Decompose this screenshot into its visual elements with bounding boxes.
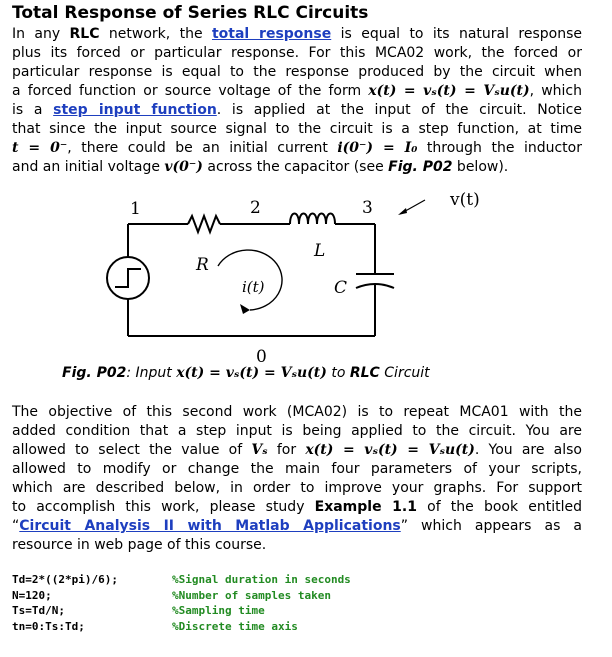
text: . You are also (474, 442, 582, 458)
math-expression: x(t) = vₛ(t) = Vₛu(t) (305, 442, 475, 458)
pointer-arrowhead (398, 208, 407, 215)
code-comment: %Signal duration in seconds (172, 573, 351, 586)
node-label-0: 0 (256, 347, 267, 367)
math-expression: Vₛ (251, 442, 268, 458)
inductor-symbol (290, 214, 335, 225)
body-line: which are described below, in order to improve your graphs. For support (12, 480, 582, 496)
intro-line (12, 139, 582, 158)
text: to (326, 365, 350, 381)
text: , which (529, 83, 582, 99)
text: ” which appears as a (400, 518, 582, 534)
body-line (12, 517, 582, 536)
code-command: Ts=Td/N; (12, 604, 65, 617)
total-response-link[interactable]: total response (211, 26, 332, 42)
body-line: resource in web page of this course. (12, 537, 267, 553)
page-title: Total Response of Series RLC Circuits (12, 3, 369, 23)
text: to accomplish this work, please study (12, 499, 315, 515)
current-label: i(t) (242, 278, 265, 296)
rlc-circuit-diagram (100, 186, 520, 376)
figure-caption (62, 365, 430, 381)
text: In any (12, 26, 70, 42)
body-line (12, 441, 582, 460)
math-expression: i(0⁻) = I₀ (337, 140, 418, 156)
code-command: N=120; (12, 588, 52, 602)
text: : Input (126, 365, 177, 381)
body-line: allowed to modify or change the main four parameters of your scripts, (12, 461, 582, 477)
intro-line (12, 158, 582, 177)
node-label-1: 1 (130, 199, 141, 219)
code-command: tn=0:Ts:Td; (12, 619, 85, 633)
code-comment: %Discrete time axis (172, 619, 298, 633)
resistor-label: R (196, 255, 209, 275)
intro-line: particular response is equal to the response produced by the circuit when (12, 64, 582, 80)
book-link[interactable]: Circuit Analysis II with Matlab Applications (19, 518, 401, 534)
intro-paragraph (12, 25, 582, 177)
text: allowed to select the value of (12, 442, 252, 458)
node-label-3: 3 (362, 198, 373, 218)
text: below). (452, 159, 509, 175)
intro-line (12, 101, 582, 120)
text: a forced function or source voltage of the form (12, 83, 369, 99)
text: through the inductor (417, 140, 582, 156)
step-icon (115, 269, 141, 287)
math-expression: x(t) = vₛ(t) = Vₛu(t) (368, 83, 530, 99)
math-expression: v(0⁻) (164, 159, 203, 175)
vt-label: v(t) (450, 190, 480, 210)
step-input-function-link[interactable]: step input function (53, 102, 217, 118)
resistor-symbol (188, 216, 220, 232)
code-comment: %Number of samples taken (172, 588, 331, 602)
text: network, the (99, 26, 212, 42)
code-command: Td=2*((2*pi)/6); (12, 573, 118, 586)
body-line: The objective of this second work (MCA02) is to repeat MCA01 with the (12, 404, 582, 420)
current-arrowhead (240, 304, 250, 314)
math-expression: x(t) = vₛ(t) = Vₛu(t) (176, 365, 327, 381)
intro-line (12, 25, 582, 44)
capacitor-label: C (334, 278, 348, 298)
text: is equal to its natural response (331, 26, 582, 42)
objective-paragraph (12, 403, 582, 555)
inductor-label: L (314, 241, 326, 261)
math-expression: t = 0⁻ (12, 140, 68, 156)
text: of the book entitled (416, 499, 582, 515)
body-line (12, 498, 582, 517)
text: . is applied at the input of the circuit. Notice (216, 102, 582, 118)
figure-reference: Fig. P02 (388, 159, 453, 175)
intro-line (12, 82, 582, 101)
text: and an initial voltage (12, 159, 165, 175)
intro-line: plus its forced or particular response. For this MCA02 work, the forced or (12, 45, 582, 61)
text: , there could be an initial current (67, 140, 338, 156)
rlc-term: RLC (349, 365, 380, 381)
body-line: added condition that a step input is being applied to the circuit. You are (12, 423, 582, 439)
code-comment: %Sampling time (172, 604, 265, 617)
text: “ (12, 518, 20, 534)
text: is a (12, 102, 54, 118)
text: across the capacitor (see (202, 159, 389, 175)
text: for (267, 442, 306, 458)
node-label-2: 2 (250, 198, 261, 218)
figure-label: Fig. P02 (62, 365, 127, 381)
text: Circuit (379, 365, 430, 381)
rlc-term: RLC (69, 26, 100, 42)
example-reference: Example 1.1 (314, 499, 417, 515)
intro-line: that since the input source signal to the circuit is a step function, at time (12, 121, 582, 137)
